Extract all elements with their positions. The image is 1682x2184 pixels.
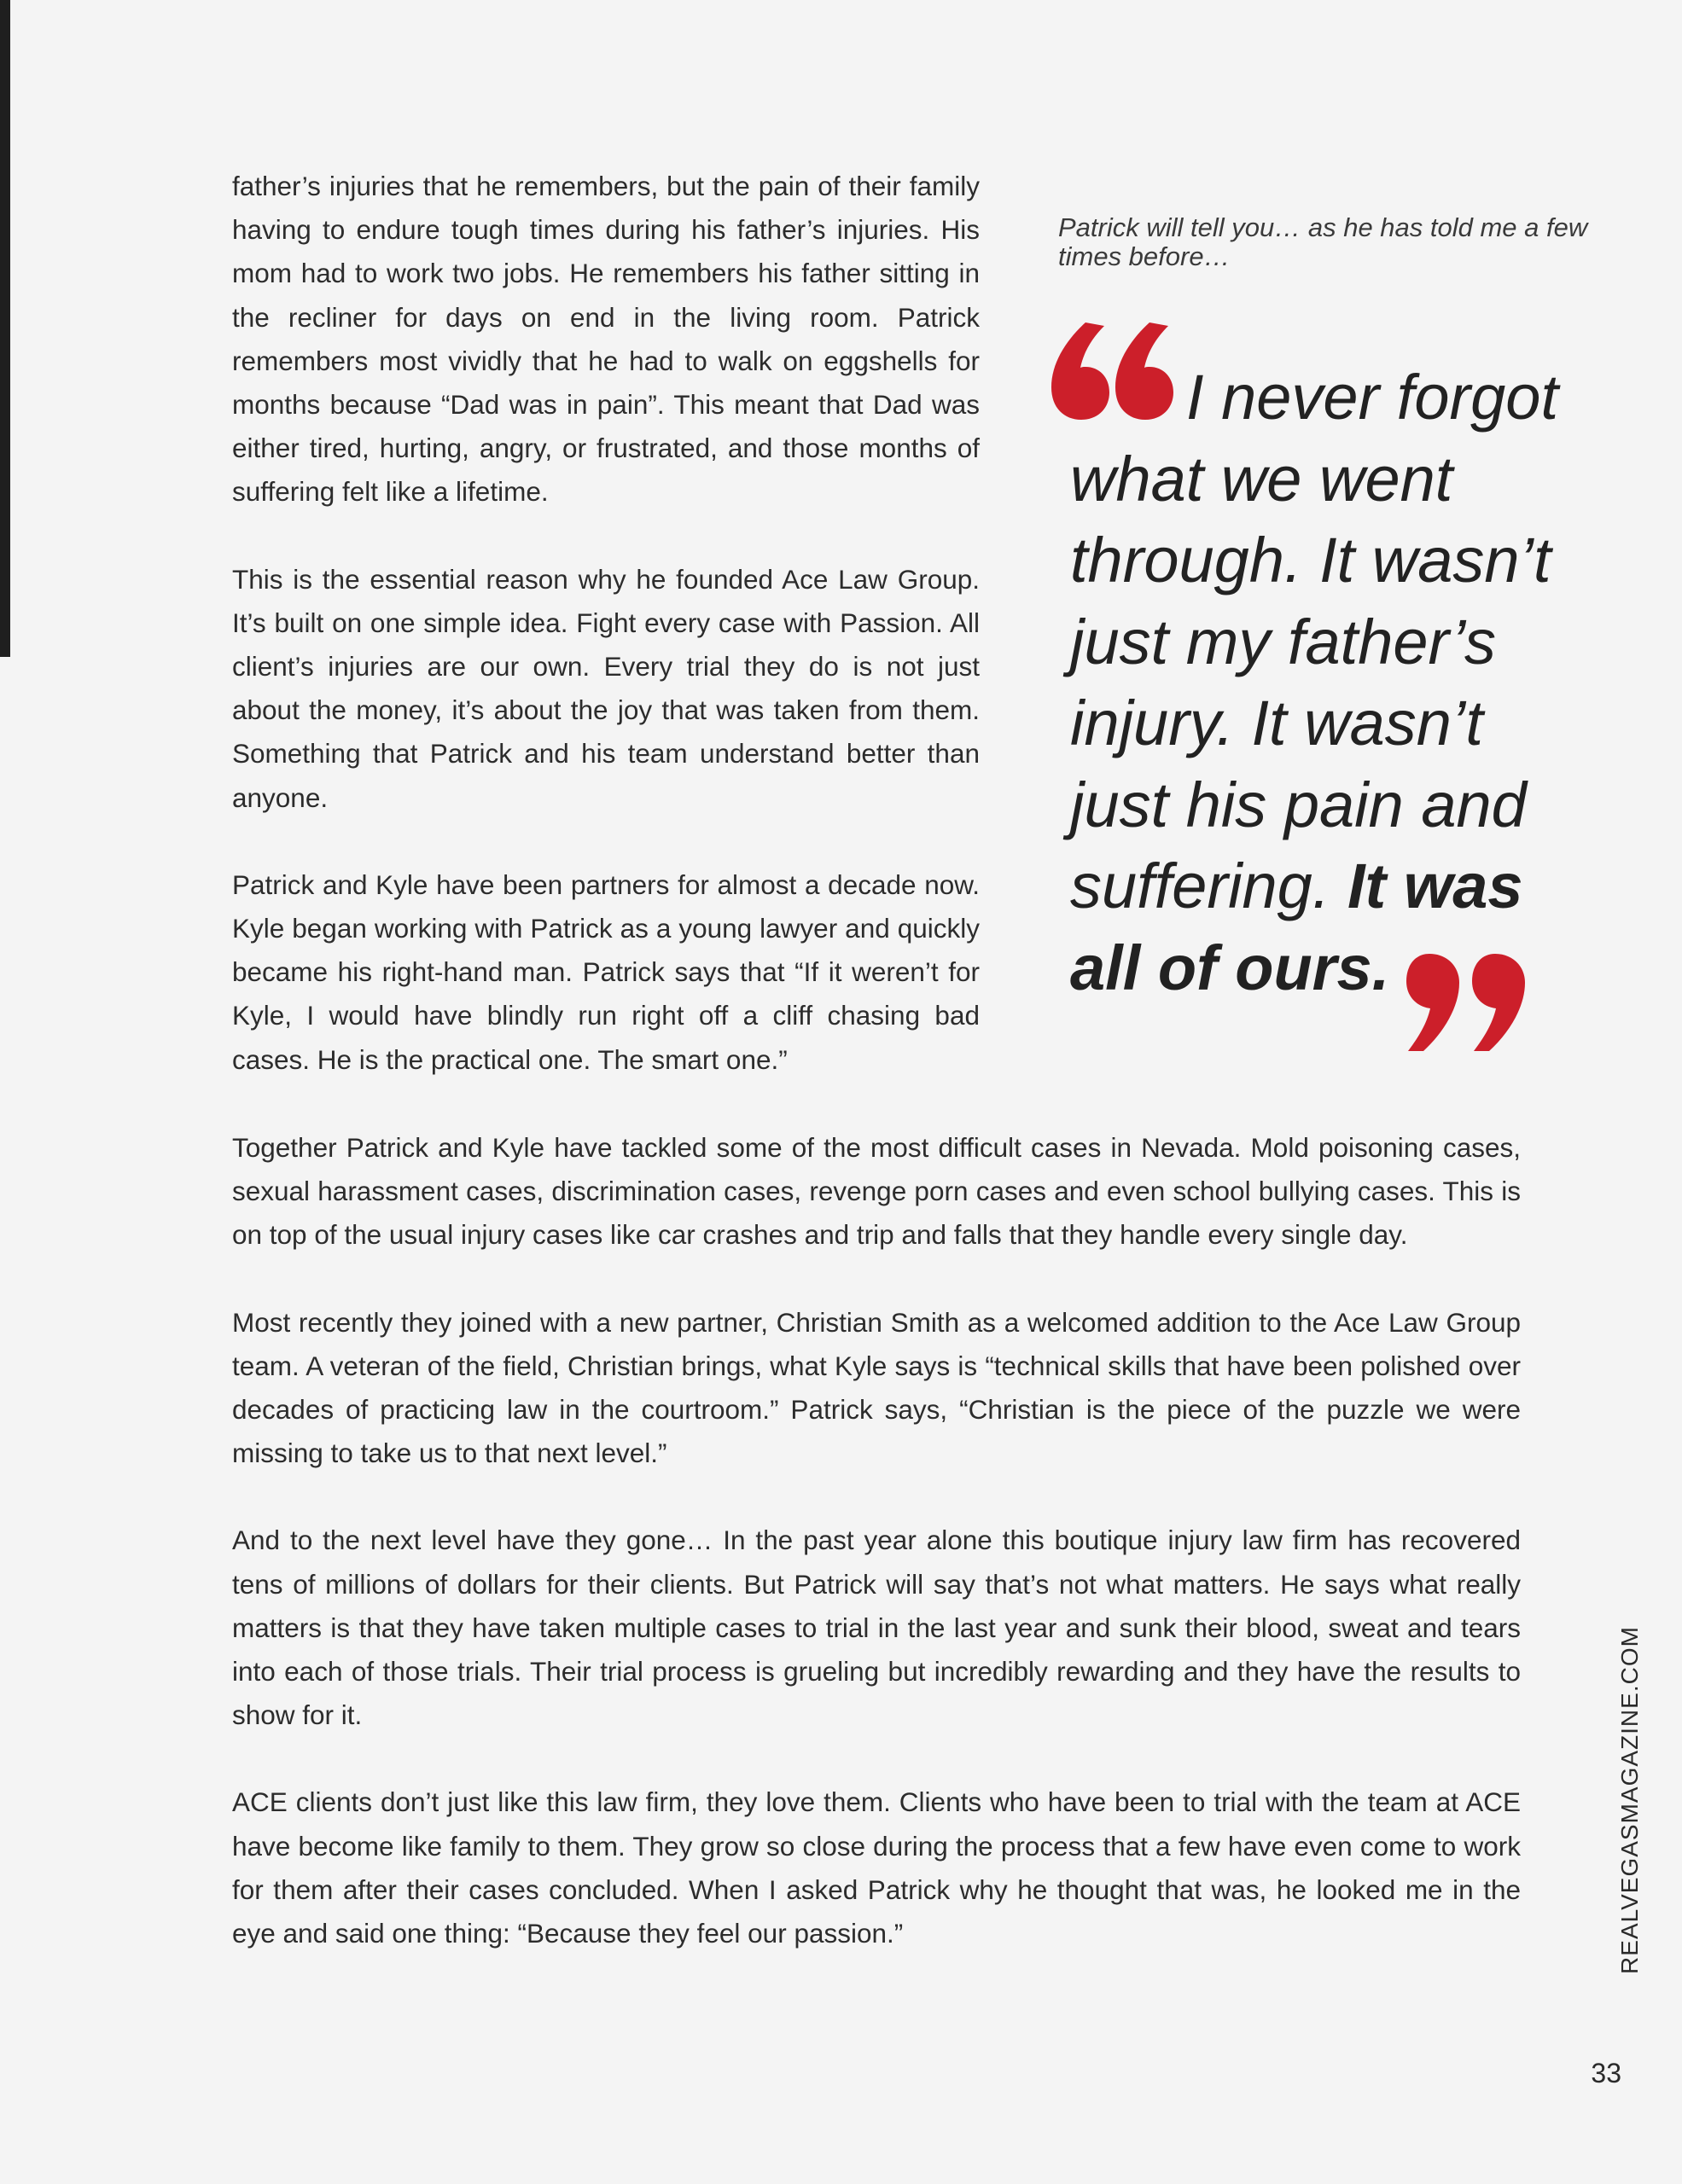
pull-quote xyxy=(1070,357,1616,1008)
article-paragraph: This is the essential reason why he founded Ace Law Group. It’s built on one simple idea. Fight every case with Passion. All client’s injuries are our own. Every trial they do is not just about the money, it’s about the joy that was taken from them. Something that Patrick and his team understand better than anyone. xyxy=(232,563,980,813)
pull-quote-line: through. It wasn’t xyxy=(1070,525,1551,595)
article-full-width-section xyxy=(232,1126,1521,1999)
article-paragraph: ACE clients don’t just like this law firm, they love them. Clients who have been to trial with the team at ACE have become like family to them. They grow so close during the process that a few have even come to work for them after their cases concluded. When I asked Patrick why he thought that was, he looked me in the eye and said one thing: “Because they feel our passion.” xyxy=(232,1786,1521,1949)
pull-quote-line xyxy=(1070,845,1616,927)
pull-quote-emphasis: all of ours. xyxy=(1070,932,1390,1003)
article-paragraph: And to the next level have they gone… In the past year alone this boutique injury law firm has recovered tens of millions of dollars for their clients. But Patrick will say that’s not what matters. He says what really matters is that they have taken multiple cases to trial in the last year and sunk their blood, sweat and tears into each of those trials. Their trial process is grueling but incredibly rewarding and they have the results to show for it. xyxy=(232,1525,1521,1731)
article-paragraph: father’s injuries that he remembers, but the pain of their family having to endure tough times during his father’s injuries. His mom had to work two jobs. He remembers his father sitting in the recliner for days on end in the living room. Patrick remembers most vividly that he had to walk on eggshells for months because “Dad was in pain”. This meant that Dad was either tired, hurting, angry, or frustrated, and those months of suffering felt like a lifetime. xyxy=(232,171,980,508)
pull-quote-line: just my father’s xyxy=(1070,606,1496,677)
article-paragraph: Together Patrick and Kyle have tackled some of the most difficult cases in Nevada. Mold poisoning cases, sexual harassment cases, discrimination cases, revenge porn cases and even school bullying cases. This is on top of the usual injury cases like car crashes and trip and falls that they handle every single day. xyxy=(232,1132,1521,1251)
pull-quote-line: injury. It wasn’t xyxy=(1070,688,1483,758)
magazine-website: REALVEGASMAGAZINE.COM xyxy=(1616,1626,1643,1974)
pull-quote-emphasis: It was xyxy=(1347,851,1523,921)
pull-quote-line: what we went xyxy=(1070,443,1453,514)
pull-quote-line: just his pain and xyxy=(1070,769,1527,840)
page-edge-bar xyxy=(0,0,10,657)
article-left-column xyxy=(232,165,980,1125)
pull-quote-intro: Patrick will tell you… as he has told me a few times before… xyxy=(1058,212,1588,271)
article-paragraph: Patrick and Kyle have been partners for almost a decade now. Kyle began working with Patrick as a young lawyer and quickly became his right-hand man. Patrick says that “If it weren’t for Kyle, I would have blindly run right off a cliff chasing bad cases. He is the practical one. The smart one.” xyxy=(232,868,980,1075)
pull-quote-text: suffering. xyxy=(1070,851,1330,921)
pull-quote-line: I never forgot xyxy=(1186,362,1559,433)
page-number: 33 xyxy=(1591,2058,1621,2088)
close-quote-icon xyxy=(1400,947,1536,1058)
article-paragraph: Most recently they joined with a new partner, Christian Smith as a welcomed addition to the Ace Law Group team. A veteran of the field, Christian brings, what Kyle says is “technical skills that have been polished over decades of practicing law in the courtroom.” Patrick says, “Christian is the piece of the puzzle we were missing to take us to that next level.” xyxy=(232,1306,1521,1469)
